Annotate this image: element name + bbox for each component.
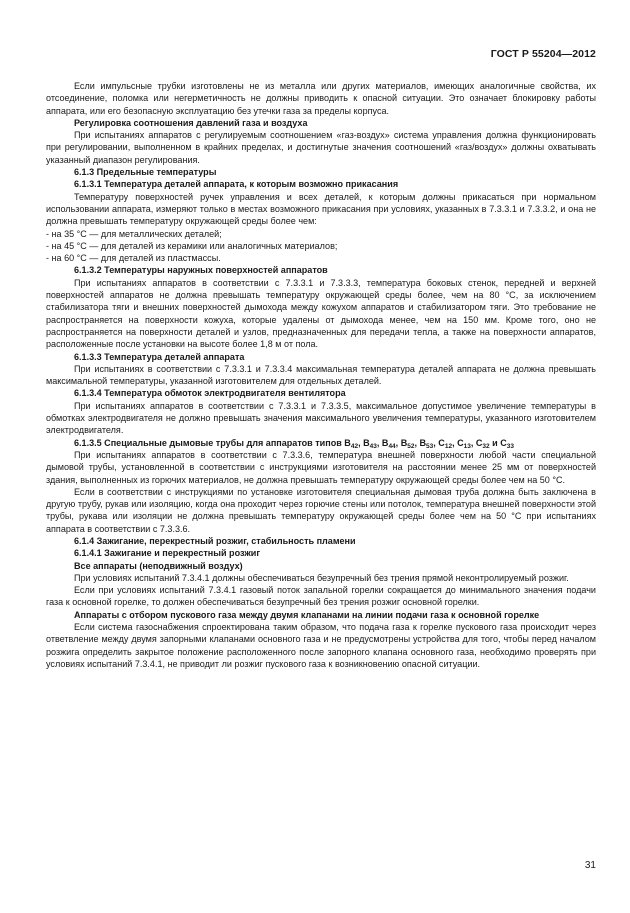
list-item: - на 45 °С — для деталей из керамики или аналогичных материалов;	[46, 240, 338, 251]
paragraph: При испытаниях в соответствии с 7.3.3.1 и 7.3.3.4 максимальная температура деталей аппарата не должна превышать максимальной температуры, указанной изготовителем для отдельных деталей.	[46, 363, 596, 387]
paragraph: При испытаниях аппаратов в соответствии с 7.3.3.6, температура внешней поверхности любой части специальной дымовой трубы, установленной в соответствии с инструкциями изготовителя на расстоянии менее 25 мм от поверхностей здания, выполненных из горючих материалов, не должна превышать температуру окружающей среды более чем на 50 °С.	[46, 449, 596, 485]
paragraph: При испытаниях аппаратов с регулируемым соотношением «газ-воздух» система управления должна функционировать при регулировании, выполненном в крайних пределах, и достигнутые значения соотношений «газ/воздух» должны охватывать указанный диапазон регулирования.	[46, 130, 596, 165]
section-heading: 6.1.3.4 Температура обмоток электродвигателя вентилятора	[74, 388, 346, 399]
section-heading: 6.1.3.5 Специальные дымовые трубы для аппаратов типов $В_{42}$, $В_{43}$, $В_{44}$, $В_{52}$, $В_{53}$, $С_{12}$, $С_{13}$, $С_{32}$ и $С_{33}$	[74, 437, 515, 450]
paragraph: При испытаниях аппаратов в соответствии с 7.3.3.1 и 7.3.3.3, температура боковых стенок, передней и верхней поверхностей аппаратов не должна превышать температуру окружающей среды более, чем на 80 °С, за исключением стабилизатора тяги и внешних поверхностей дымохода между кожухом аппаратов и стабилизатором тяги. Это требование не распространяется на поверхности кожуха, которые удалены от дымохода менее, чем на 150 мм. Кроме того, оно не распространяется на поверхности деталей и узлов, предназначенных для передачи тепла, а также на поверхности аппаратов, расположенные после установки на высоте более 1,8 м от пола.	[46, 277, 596, 350]
paragraph: Если при условиях испытаний 7.3.4.1 газовый поток запальной горелки сокращается до минимального значения подачи газа к основной горелке, то должен обеспечиваться безупречный без трения розжиг основной горелки.	[46, 585, 596, 608]
paragraph: При испытаниях аппаратов в соответствии с 7.3.3.1 и 7.3.3.5, максимальное допустимое увеличение температуры в обмотках электродвигателя не должно превышать значения максимального увеличения температуры, указанного изготовителем электродвигателя.	[46, 400, 596, 436]
paragraph: Если в соответствии с инструкциями по установке изготовителя специальная дымовая труба должна быть заключена в другую трубу, рукав или изоляцию, когда она проходит через горючие стены или потолок, температура внешней поверхности этой трубы, рукава или изоляции не должна превышать температуру окружающей среды более чем на 50 °С при испытаниях аппарата в соответствии с 7.3.3.6.	[46, 486, 596, 534]
paragraph: Если импульсные трубки изготовлены не из металла или других материалов, имеющих аналогичные свойства, их отсоединение, поломка или негерметичность не должны приводить к опасной ситуации. Это означает блокировку работы аппарата, или его безопасную эксплуатацию без утечки газа за пределы корпуса.	[46, 81, 596, 116]
paragraph: При условиях испытаний 7.3.4.1 должны обеспечиваться безупречный без трения прямой неконтролируемый розжиг.	[74, 572, 569, 583]
section-heading: 6.1.3.1 Температура деталей аппарата, к которым возможно прикасания	[74, 179, 399, 190]
document-header: ГОСТ Р 55204—2012	[490, 48, 596, 60]
page-number: 31	[584, 860, 596, 871]
section-heading: 6.1.3 Предельные температуры	[74, 167, 217, 178]
section-heading: 6.1.4 Зажигание, перекрестный розжиг, стабильность пламени	[74, 535, 356, 546]
subheading: Аппараты с отбором пускового газа между двумя клапанами на линии подачи газа к основной горелке	[74, 609, 540, 620]
subheading: Регулировка соотношения давлений газа и воздуха	[74, 117, 308, 128]
subheading: Все аппараты (неподвижный воздух)	[74, 560, 243, 571]
paragraph: Температуру поверхностей ручек управления и всех деталей, к которым должны прикасаться при нормальном использовании аппарата, измеряют только в местах возможного прикасания при условиях, указанных в 7.3.3.1 и 7.3.3.2, и она не должна превышать температуру окружающей среды более чем:	[46, 191, 596, 227]
list-item: - на 60 °С — для деталей из пластмассы.	[46, 253, 221, 264]
section-heading: 6.1.3.3 Температура деталей аппарата	[74, 351, 245, 362]
section-heading: 6.1.4.1 Зажигание и перекрестный розжиг	[74, 548, 261, 559]
paragraph: Если система газоснабжения спроектирована таким образом, что подача газа к горелке пускового газа происходит через ответвление между двумя запорными клапанами основного газа и не предусмотрены устройства для того, чтобы перед началом розжига определить закрытое положение расположенного после запорного клапана основного газа, необходимо проверять при условиях испытаний 7.3.4.1, не приводит ли розжиг пускового газа к возникновению опасной ситуации.	[46, 622, 596, 669]
section-heading: 6.1.3.2 Температуры наружных поверхностей аппаратов	[74, 265, 328, 276]
document-body	[46, 80, 596, 670]
list-item: - на 35 °С — для металлических деталей;	[46, 228, 222, 239]
